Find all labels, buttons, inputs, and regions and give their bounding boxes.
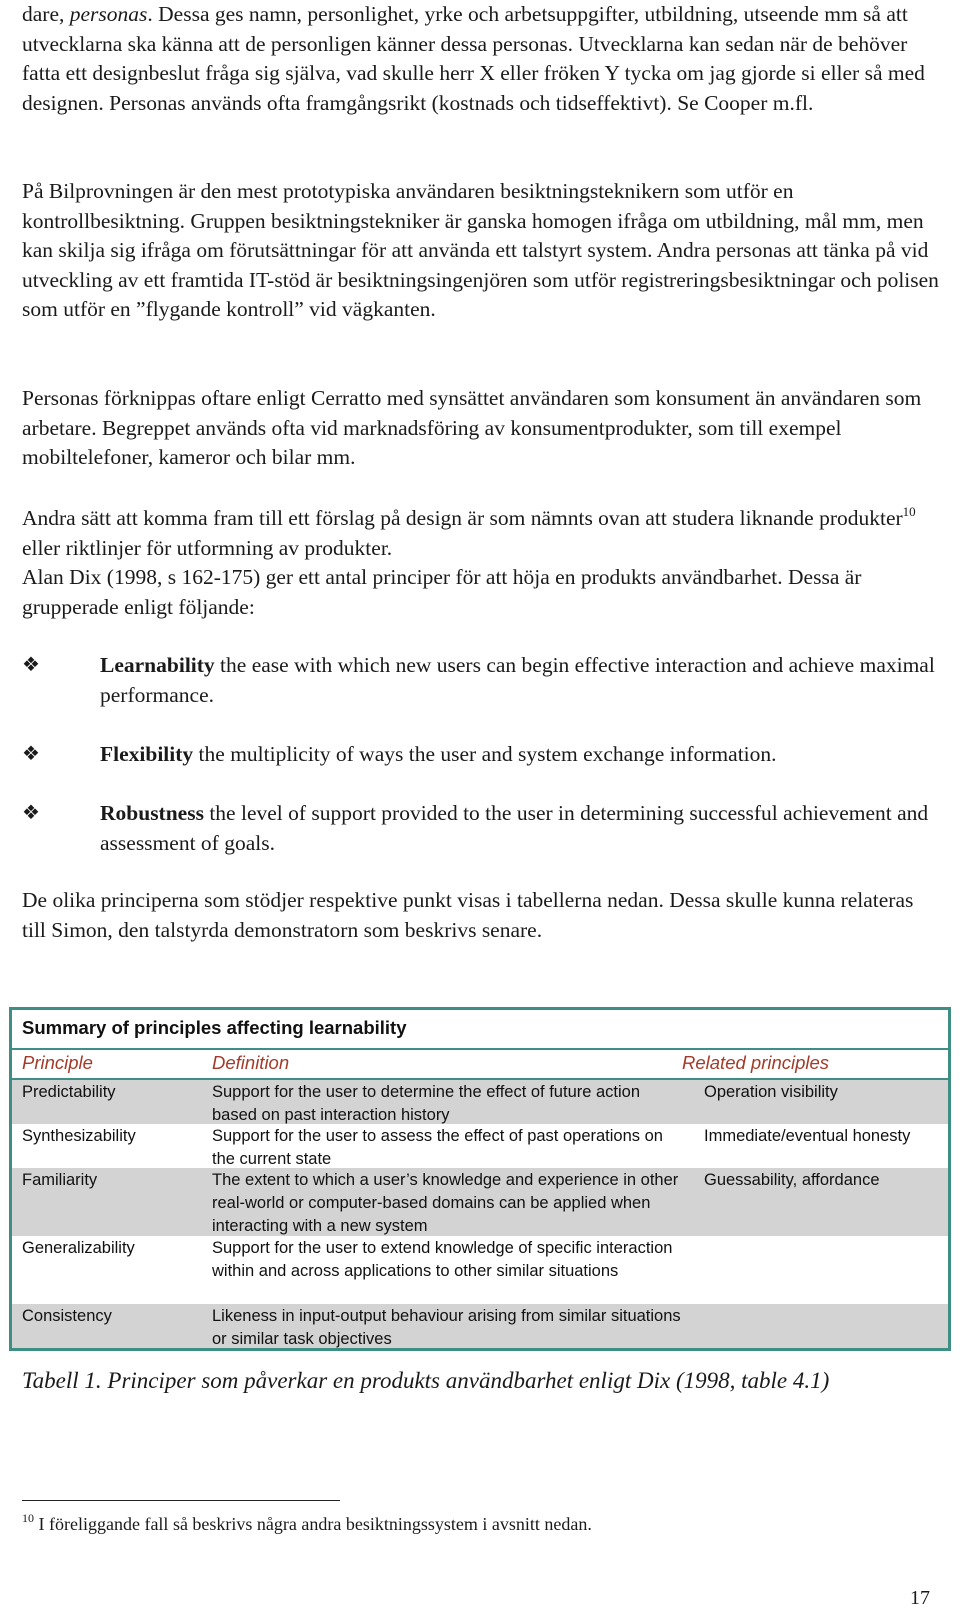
column-header-definition: Definition [212,1052,290,1073]
paragraph-principles-tables: De olika principerna som stödjer respektive punkt visas i tabellerna nedan. Dessa skulle kunna relateras till Simon, den talstyrda demonstratorn som beskrivs senare. [22,888,914,942]
cell-principle: Generalizability [22,1239,135,1257]
bullet-term: Learnability [100,653,215,677]
cell-definition: Support for the user to extend knowledge of specific interaction within and across applications to other similar situations [212,1239,673,1280]
paragraph-design-suggestions [22,504,942,563]
footnote [22,1512,592,1536]
table-title: Summary of principles affecting learnability [22,1017,407,1038]
cell-related: Operation visibility [704,1083,838,1101]
footnote-mark: 10 [22,1511,34,1525]
cell-principle: Familiarity [22,1171,98,1189]
paragraph-personas-rest: . Dessa ges namn, personlighet, yrke och arbetsuppgifter, utbildning, utseende mm så att utvecklarna ska känna att de personligen känner dessa personas. Utvecklarna kan sedan när de behöver fatta ett designbeslut fråga sig själva, vad skulle herr X eller fröken Y tycka om jag gjorde si eller så med designen. Personas används ofta framgångsrikt (kostnads och tidseffektivt). Se Cooper m.fl. [22,2,925,115]
paragraph-dix: Alan Dix (1998, s 162-175) ger ett antal principer för att höja en produkts användbarhet. Dessa är grupperade enligt följande: [22,565,862,619]
cell-definition: Support for the user to determine the effect of future action based on past interaction history [212,1083,641,1124]
table-row [12,1304,948,1348]
footnote-reference[interactable]: 10 [902,504,916,519]
diamond-bullet-icon: ❖ [22,654,40,676]
table-row [12,1236,948,1304]
footnote-divider [22,1500,340,1501]
cell-principle: Consistency [22,1307,112,1325]
paragraph-design-start: Andra sätt att komma fram till ett förslag på design är som nämnts ovan att studera liknande produkter [22,506,903,530]
cell-principle: Predictability [22,1083,116,1101]
column-header-related: Related principles [682,1052,830,1073]
cell-definition: The extent to which a user’s knowledge and experience in other real-world or computer-based domains can be applied when interacting with a new system [212,1171,679,1235]
table-row [12,1080,948,1124]
diamond-bullet-icon: ❖ [22,743,40,765]
table-row [12,1124,948,1168]
paragraph-design-end: eller riktlinjer för utformning av produkter. [22,535,393,560]
paragraph-personas-start: dare, [22,2,70,26]
bullet-text: the level of support provided to the user in determining successful achievement and assessment of goals. [100,801,929,855]
cell-related: Immediate/eventual honesty [704,1127,911,1145]
table-caption: Tabell 1. Principer som påverkar en produkts användbarhet enligt Dix (1998, table 4.1) [22,1368,830,1393]
column-header-principle: Principle [22,1052,93,1073]
learnability-table [9,1007,951,1351]
table-divider [12,1048,948,1050]
cell-definition: Support for the user to assess the effect of past operations on the current state [212,1127,663,1168]
page-number: 17 [910,1587,930,1609]
personas-term: personas [69,2,148,26]
paragraph-cerratto: Personas förknippas oftare enligt Cerratto med synsättet användaren som konsument än användaren som arbetare. Begreppet används ofta vid marknadsföring av konsumentprodukter, som till exempel mobiltelefoner, kameror och bilar mm. [22,386,922,469]
bullet-term: Robustness [100,801,204,825]
bullet-text: the multiplicity of ways the user and system exchange information. [193,742,777,766]
bullet-term: Flexibility [100,742,194,766]
cell-related: Guessability, affordance [704,1171,880,1189]
paragraph-personas [22,0,942,118]
table-row [12,1168,948,1236]
diamond-bullet-icon: ❖ [22,802,40,824]
footnote-text: I föreliggande fall så beskrivs några andra besiktningssystem i avsnitt nedan. [34,1514,592,1534]
cell-definition: Likeness in input-output behaviour arising from similar situations or similar task objectives [212,1307,681,1348]
cell-principle: Synthesizability [22,1127,136,1145]
paragraph-bilprovningen: På Bilprovningen är den mest prototypiska användaren besiktningsteknikern som utför en kontrollbesiktning. Gruppen besiktningstekniker är ganska homogen ifråga om utbildning, mål mm, men kan skilja sig ifråga om förutsättningar för att använda ett talstyrt system. Andra personas att tänka på vid utveckling av ett framtida IT-stöd är besiktningsingenjören som utför registreringsbesiktningar och polisen som utför en ”flygande kontroll” vid vägkanten. [22,179,939,321]
bullet-text: the ease with which new users can begin effective interaction and achieve maximal performance. [100,653,935,707]
